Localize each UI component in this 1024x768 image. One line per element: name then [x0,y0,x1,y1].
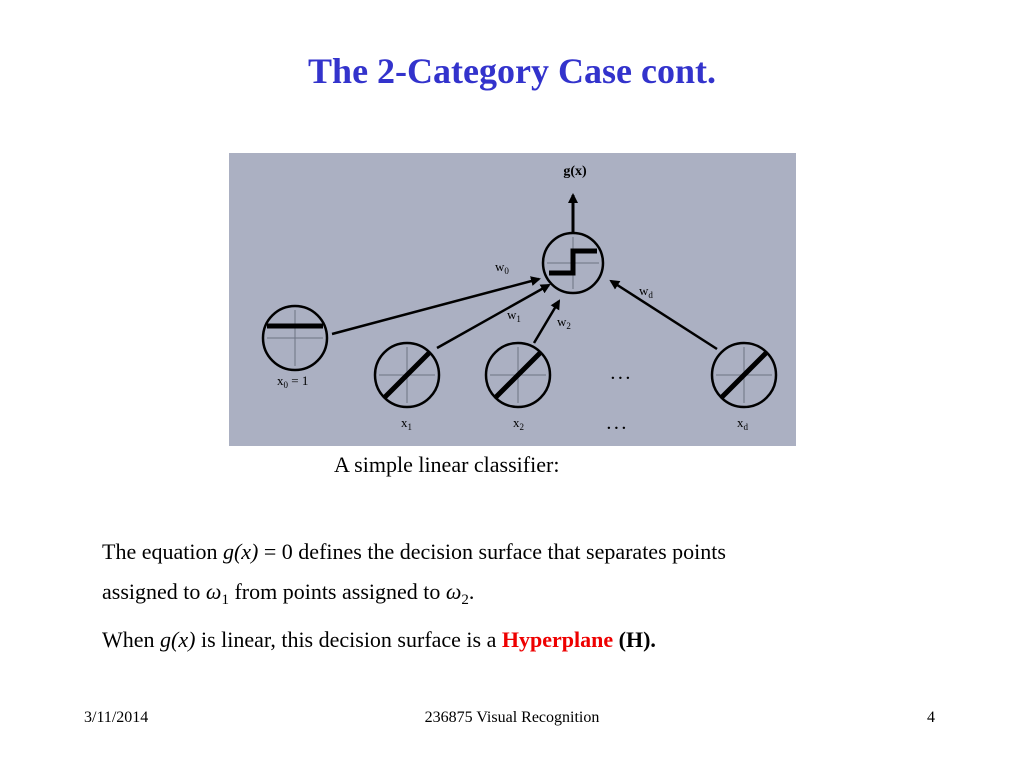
g-of-x: g(x) [160,627,196,652]
input-label-x2: $x_2$ [513,415,524,432]
subscript: 2 [461,592,469,608]
text-span: is linear, this decision surface is a [195,627,502,652]
footer-date: 3/11/2014 [84,709,149,726]
connection-xd [611,281,717,349]
omega-symbol: ω [205,579,222,604]
body-line-2 [102,572,962,620]
linear-classifier-diagram [229,153,796,446]
footer-course: 236875 Visual Recognition [424,709,600,726]
input-label-x1: $x_1$ [401,415,412,432]
output-label: g(x) [563,164,587,179]
input-node-x0 [263,306,327,370]
text-span: When [102,627,161,652]
h-symbol: H [625,627,644,652]
text-span: ). [643,627,656,652]
input-node-x2 [486,343,550,407]
weight-label-w2: $w_2$ [557,314,571,331]
weight-label-w0: $w_0$ [495,259,509,276]
text-span: from points assigned to [228,579,446,604]
slide-title: The 2-Category Case cont. [308,51,716,91]
ellipsis-labels: . . . [607,417,626,433]
connection-x2 [534,301,559,343]
weight-label-w1: $w_1$ [507,307,521,324]
body-line-3 [102,620,962,660]
input-label-xd: $x_d$ [737,415,748,432]
input-node-xd [712,343,776,407]
connection-x1 [437,285,549,348]
text-span: assigned to [102,579,206,604]
footer-page-number: 4 [927,709,935,726]
diagram-caption: A simple linear classifier: [334,452,560,477]
subscript: 1 [221,592,229,608]
ellipsis-nodes: . . . [611,367,630,383]
text-span: The equation [102,539,223,564]
input-node-x1 [375,343,439,407]
omega-symbol: ω [445,579,462,604]
output-node [543,233,603,293]
body-text [102,532,962,660]
g-of-x: g(x) [222,539,259,564]
input-label-x0: $x_0 = 1$ [277,373,309,390]
hyperplane-term: Hyperplane [501,627,614,652]
weight-label-wd: $w_d$ [639,283,653,300]
body-line-1 [102,532,962,572]
text-span: . [468,579,475,604]
text-span: = 0 defines the decision surface that separates points [258,539,726,564]
text-span: ( [613,627,626,652]
